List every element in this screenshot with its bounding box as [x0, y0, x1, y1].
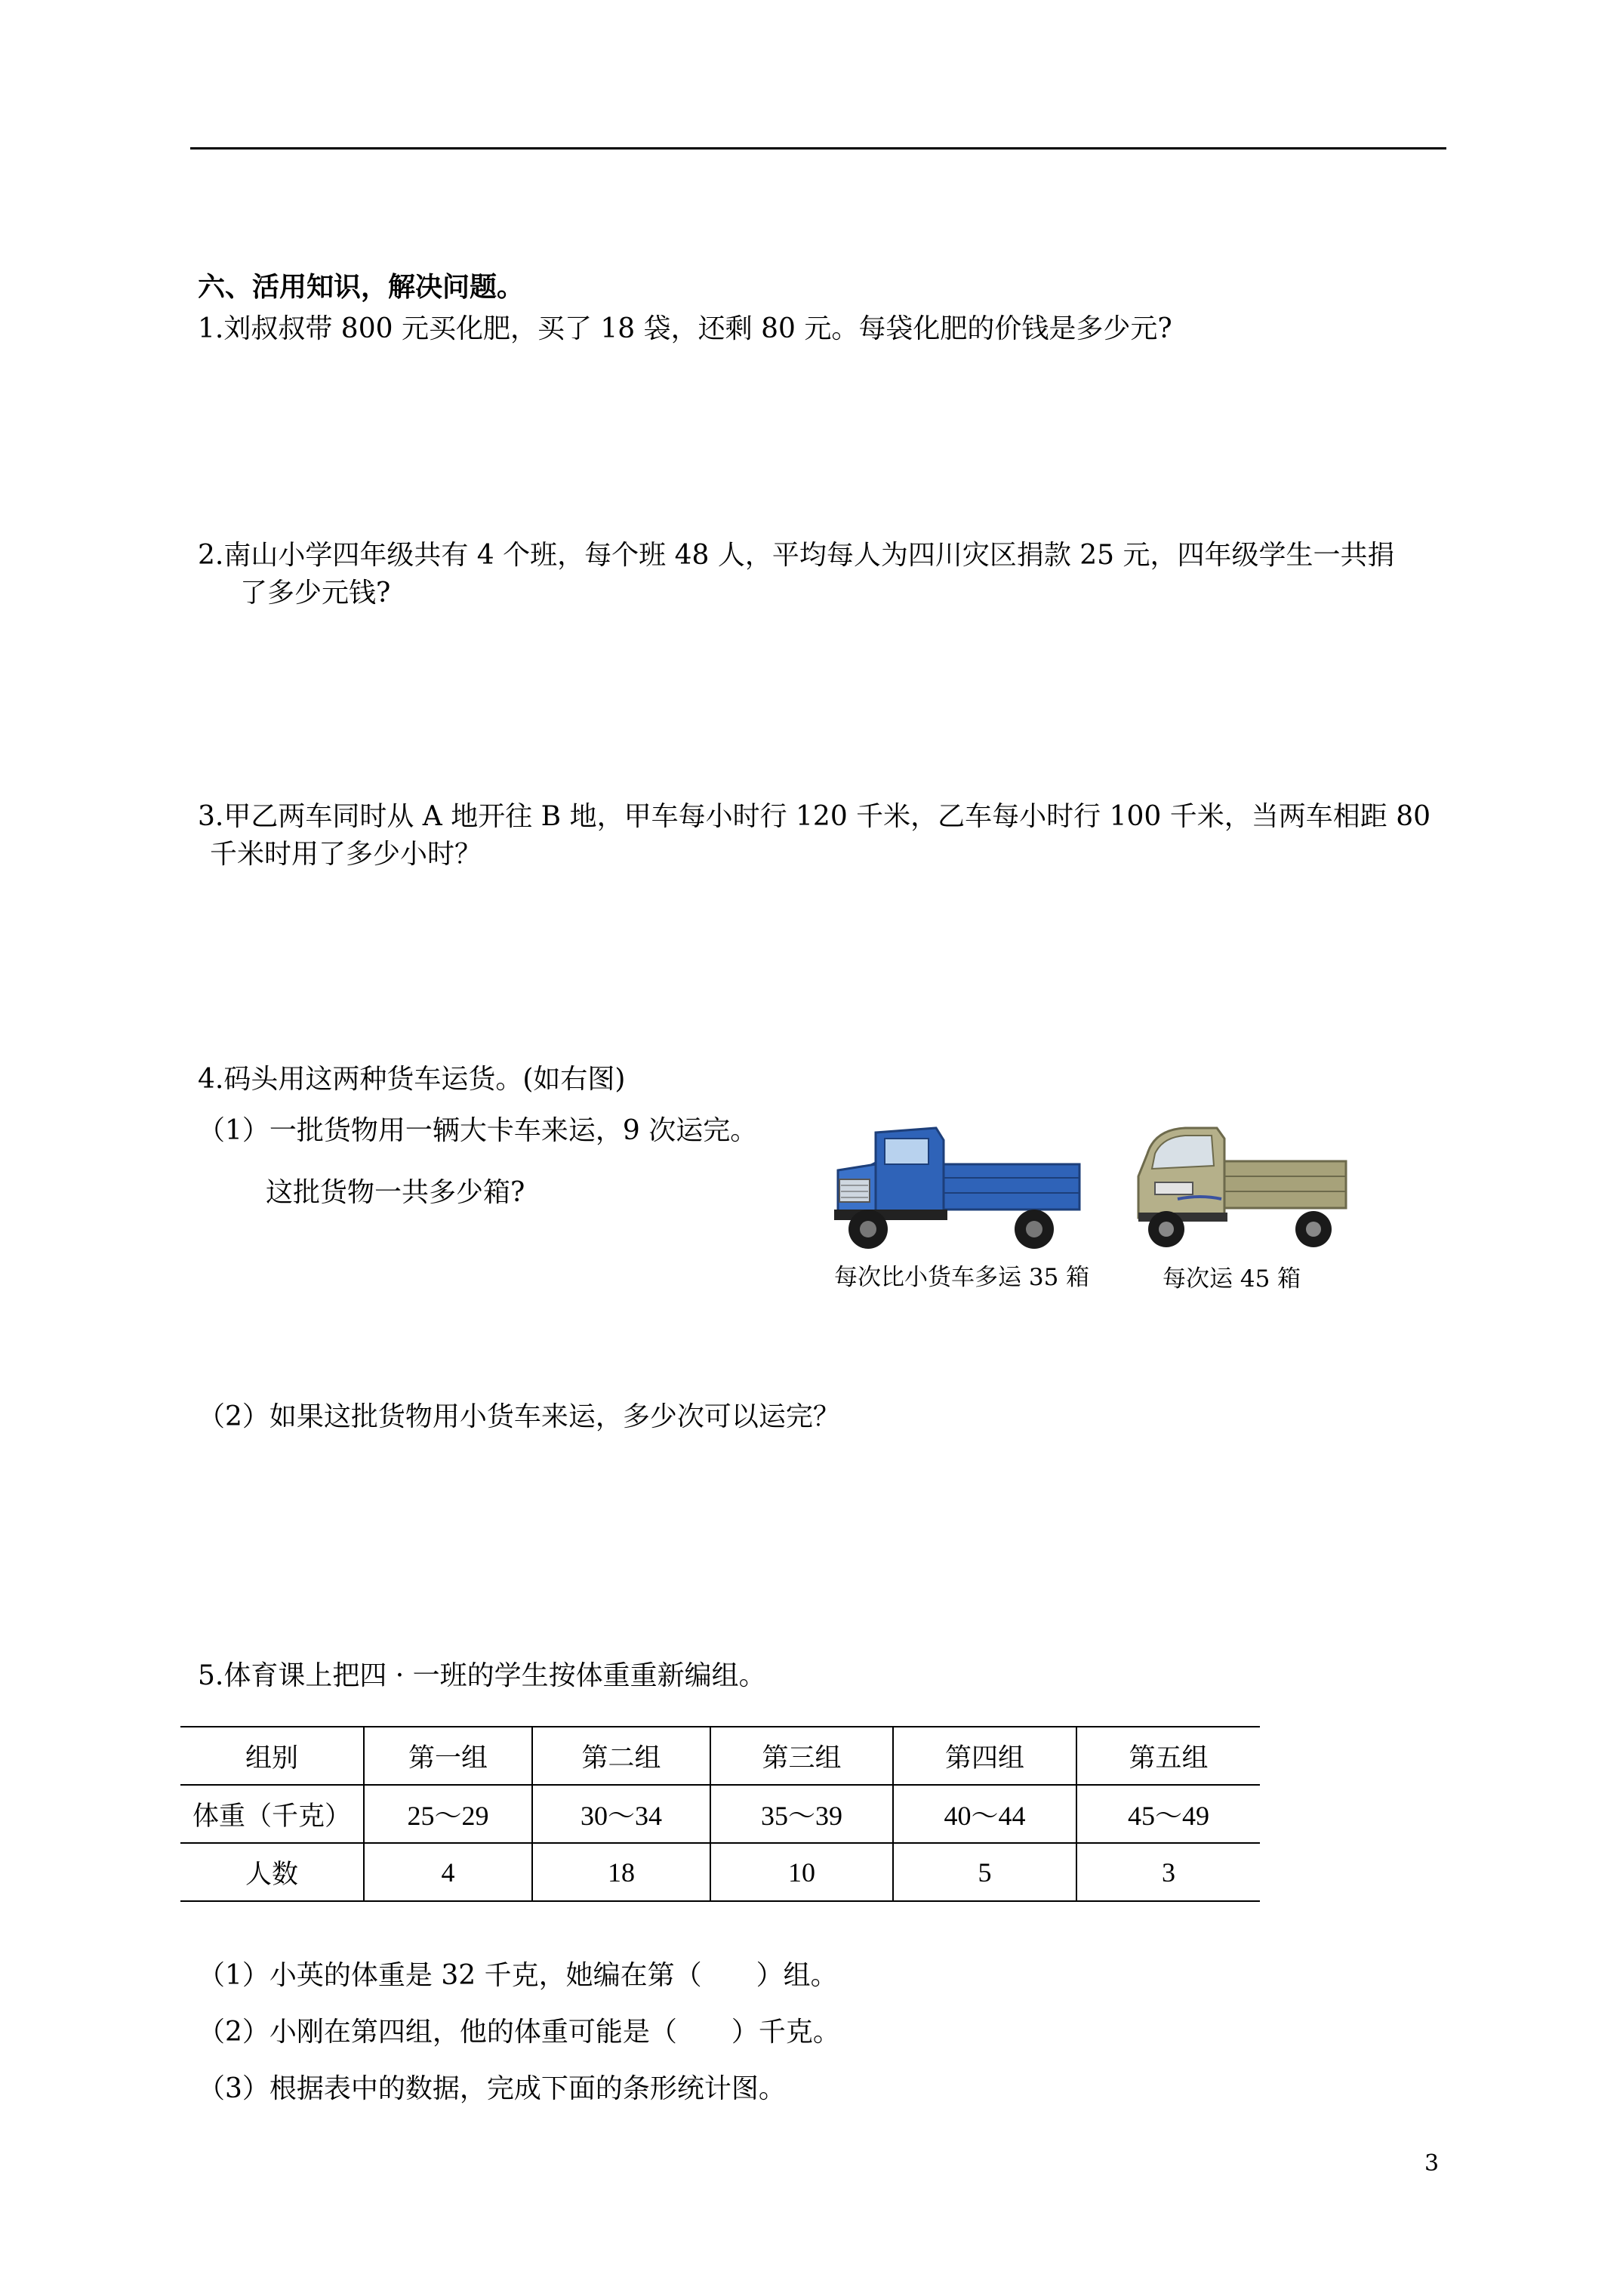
problem-5-question-2: （2）小刚在第四组，他的体重可能是（ ）千克。 — [198, 2017, 840, 2048]
table-row — [180, 1785, 1260, 1843]
table-cell: 40～44 — [893, 1785, 1076, 1843]
table-header-cell: 第一组 — [364, 1727, 532, 1785]
problem-2-line-2: 了多少元钱? — [240, 578, 391, 609]
table-row — [180, 1843, 1260, 1901]
table-cell: 30～34 — [532, 1785, 710, 1843]
problem-3-line-1: 3.甲乙两车同时从 A 地开往 B 地，甲车每小时行 120 千米，乙车每小时行 100 千米，当两车相距 80 — [198, 801, 1431, 832]
table-row-label: 体重（千克） — [180, 1785, 364, 1843]
table-cell: 35～39 — [710, 1785, 893, 1843]
table-cell: 18 — [532, 1843, 710, 1901]
weight-group-table — [180, 1726, 1260, 1902]
problem-5-question-1: （1）小英的体重是 32 千克，她编在第（ ）组。 — [198, 1960, 838, 1991]
problem-2-line-1: 2.南山小学四年级共有 4 个班，每个班 48 人，平均每人为四川灾区捐款 25 元，四年级学生一共捐 — [198, 540, 1395, 571]
problem-3-line-2: 千米时用了多少小时？ — [210, 839, 482, 870]
small-truck-image — [1132, 1123, 1351, 1259]
small-truck-caption: 每次运 45 箱 — [1163, 1265, 1301, 1293]
table-cell: 5 — [893, 1843, 1076, 1901]
problem-4-intro: 4.码头用这两种货车运货。(如右图) — [198, 1064, 626, 1095]
table-cell: 3 — [1076, 1843, 1260, 1901]
table-cell: 25～29 — [364, 1785, 532, 1843]
table-row-label: 人数 — [180, 1843, 364, 1901]
problem-4-question-2: （2）如果这批货物用小货车来运，多少次可以运完？ — [198, 1401, 840, 1432]
table-cell: 4 — [364, 1843, 532, 1901]
problem-1: 1.刘叔叔带 800 元买化肥，买了 18 袋，还剩 80 元。每袋化肥的价钱是多少元? — [198, 313, 1172, 344]
table-header-cell: 第二组 — [532, 1727, 710, 1785]
table-cell: 45～49 — [1076, 1785, 1260, 1843]
table-header-cell: 组别 — [180, 1727, 364, 1785]
table-cell: 10 — [710, 1843, 893, 1901]
table-header-cell: 第五组 — [1076, 1727, 1260, 1785]
problem-5-question-3: （3）根据表中的数据，完成下面的条形统计图。 — [198, 2073, 786, 2104]
section-title: 六、活用知识，解决问题。 — [198, 271, 525, 303]
header-rule — [190, 147, 1446, 149]
page-number: 3 — [1424, 2150, 1440, 2177]
problem-5-intro: 5.体育课上把四 · 一班的学生按体重重新编组。 — [198, 1660, 766, 1691]
problem-4-question-1-line-2: 这批货物一共多少箱? — [266, 1177, 525, 1208]
table-row — [180, 1727, 1260, 1785]
big-truck-caption: 每次比小货车多运 35 箱 — [834, 1264, 1090, 1291]
problem-4-question-1: （1）一批货物用一辆大卡车来运，9 次运完。 — [198, 1115, 758, 1146]
big-truck-image — [830, 1117, 1087, 1257]
table-header-cell: 第四组 — [893, 1727, 1076, 1785]
table-header-cell: 第三组 — [710, 1727, 893, 1785]
